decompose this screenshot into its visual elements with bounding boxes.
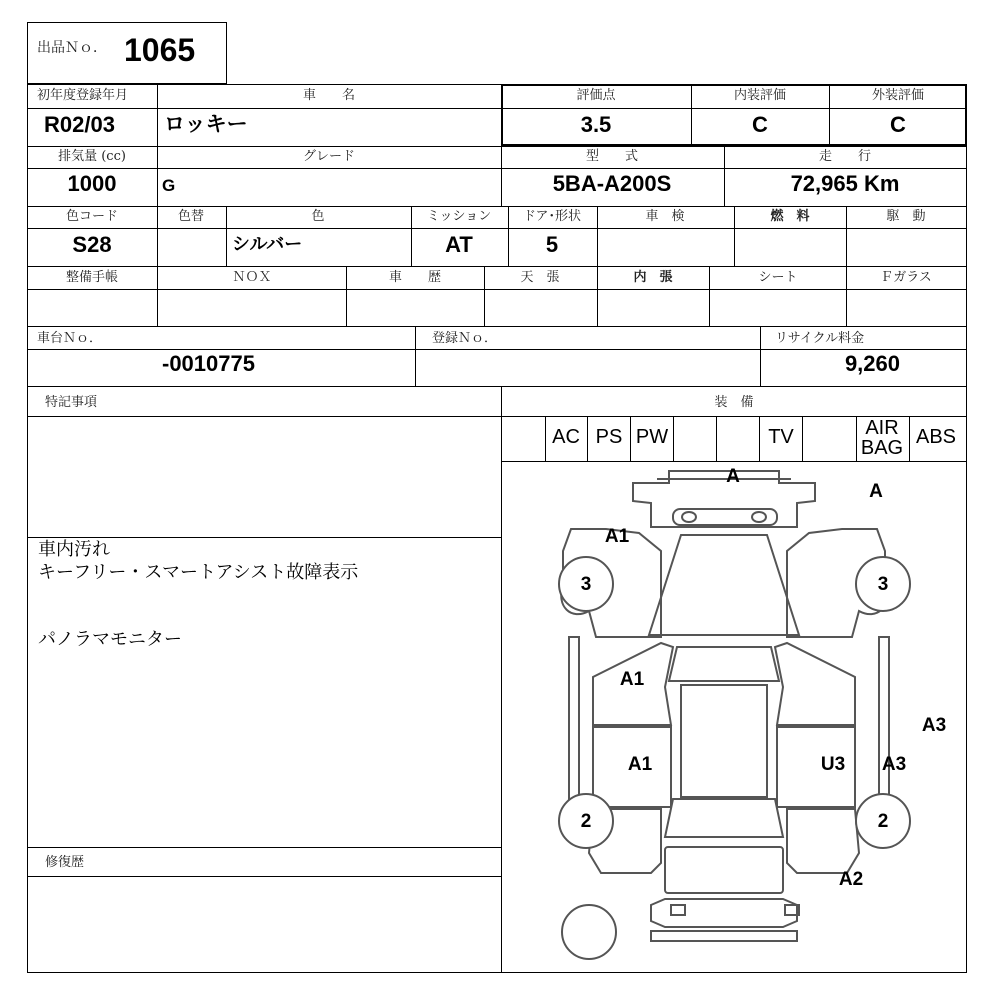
mileage-value: 72,965 Km <box>790 171 900 196</box>
recycle-fee-label: リサイクル料金 <box>775 331 865 346</box>
spare-tire-shape <box>562 905 616 959</box>
hood-shape <box>649 535 799 635</box>
exterior-grade-label: 外装評価 <box>871 88 925 103</box>
equipment-airbag-line1: AIR <box>865 417 899 439</box>
reg-label: 初年度登録年月 <box>37 88 129 103</box>
equipment-ac: AC <box>552 426 580 448</box>
equipment-tv: TV <box>768 426 794 448</box>
interior-grade-value: C <box>752 112 768 137</box>
repaint-label: 色替 <box>177 209 205 224</box>
damage-mark: A <box>869 481 883 502</box>
trunk-lid-shape <box>665 847 783 893</box>
damage-mark: A1 <box>604 526 630 547</box>
remark-line: パノラマモニター <box>38 629 182 650</box>
equipment-pw: PW <box>635 426 669 448</box>
color-code-label: 色コード <box>65 209 119 224</box>
roof-shape <box>681 685 767 797</box>
equipment-abs: ABS <box>915 426 957 448</box>
car-damage-diagram <box>501 461 967 973</box>
interior-grade-label: 内装評価 <box>733 88 787 103</box>
fuel-label: 燃 料 <box>770 209 810 224</box>
remarks-label: 特記事項 <box>45 395 98 410</box>
score-value: 3.5 <box>580 112 612 137</box>
color-code-value: S28 <box>72 232 112 257</box>
transmission-label: ミッション <box>426 209 492 224</box>
equipment-airbag-line2: BAG <box>860 437 904 459</box>
remark-line: 車内汚れ <box>38 539 110 560</box>
vehicle-history-label: 車 歴 <box>388 270 442 285</box>
rear-window-shape <box>665 799 783 837</box>
repair-history-label: 修復歴 <box>45 855 85 870</box>
damage-mark: 2 <box>877 811 889 832</box>
damage-mark: 3 <box>877 574 889 595</box>
damage-mark: A3 <box>921 715 947 736</box>
damage-mark: A <box>726 466 740 487</box>
damage-mark: A1 <box>627 754 653 775</box>
inspection-label: 車 検 <box>645 209 685 224</box>
damage-mark: A2 <box>838 869 864 890</box>
color-value: シルバー <box>232 234 303 255</box>
car-name-label: 車 名 <box>302 88 356 103</box>
door-value: 5 <box>545 232 559 257</box>
car-name-value: ロッキー <box>164 112 248 136</box>
model-code-label: 型 式 <box>585 149 639 164</box>
equipment-label: 装 備 <box>714 395 754 410</box>
roof-lining-label: 天 張 <box>520 270 560 285</box>
maintenance-label: 整備手帳 <box>65 270 119 285</box>
registration-label: 登録Ｎｏ． <box>432 331 498 346</box>
displacement-label: 排気量 (cc) <box>58 149 126 164</box>
grade-label: グレード <box>302 149 356 164</box>
windshield-label: Ｆガラス <box>880 270 932 285</box>
damage-mark: A3 <box>881 754 907 775</box>
left-side-strip <box>569 637 579 801</box>
lot-label: 出品Ｎｏ． <box>37 40 107 56</box>
displacement-value: 1000 <box>67 171 117 196</box>
transmission-value: AT <box>445 232 473 257</box>
grade-value: G <box>162 176 176 195</box>
rear-bumper-shape <box>651 899 797 927</box>
door-label: ドア･形状 <box>522 209 582 224</box>
reg-value: R02/03 <box>44 112 115 137</box>
interior-trim-label: 内 張 <box>633 270 673 285</box>
model-code-value: 5BA-A200S <box>552 171 672 196</box>
color-label: 色 <box>311 209 325 224</box>
chassis-label: 車台Ｎｏ． <box>37 331 103 346</box>
seat-label: シート <box>758 270 798 285</box>
right-rear-quarter-shape <box>787 809 859 873</box>
damage-mark: U3 <box>820 754 846 775</box>
nox-label: ＮＯＸ <box>232 270 272 285</box>
right-front-door-shape <box>775 643 855 725</box>
damage-mark: 2 <box>580 811 592 832</box>
mileage-label: 走 行 <box>818 149 872 164</box>
equipment-ps: PS <box>595 426 623 448</box>
drive-label: 駆 動 <box>886 209 926 224</box>
right-side-strip <box>879 637 889 801</box>
lot-number: 1065 <box>124 32 196 68</box>
score-label: 評価点 <box>576 88 616 103</box>
damage-mark: A1 <box>619 669 645 690</box>
damage-mark: 3 <box>580 574 592 595</box>
recycle-fee-value: 9,260 <box>844 351 900 376</box>
remark-line: キーフリー・スマートアシスト故障表示 <box>38 562 359 583</box>
exterior-grade-value: C <box>890 112 906 137</box>
chassis-value: -0010775 <box>162 351 255 376</box>
windshield-shape <box>669 647 779 681</box>
